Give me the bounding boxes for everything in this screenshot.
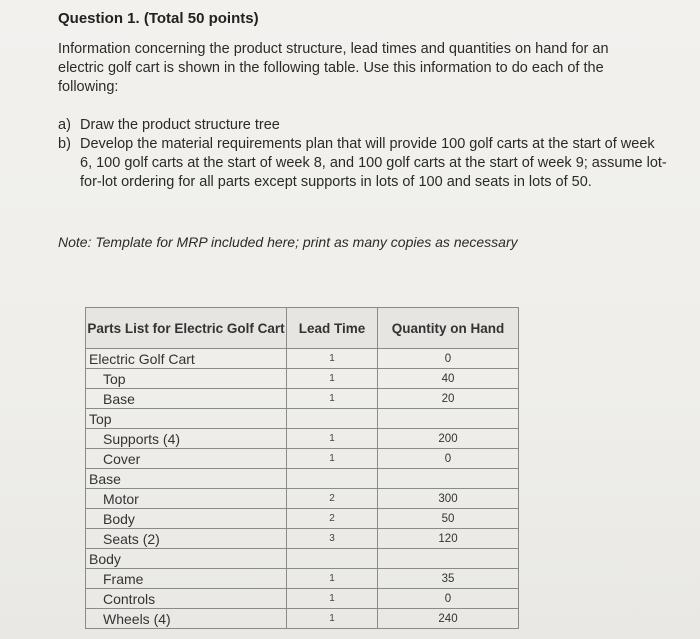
quantity-cell: 200: [378, 429, 519, 449]
table-row: [86, 389, 519, 409]
part-name-cell: Base: [86, 469, 287, 489]
quantity-cell: 0: [378, 349, 519, 369]
parts-table-body: [86, 349, 519, 629]
header-parts-list: Parts List for Electric Golf Cart: [86, 308, 287, 349]
part-name-cell: Top: [86, 409, 287, 429]
task-list: [58, 116, 668, 192]
part-name-cell: Body: [86, 549, 287, 569]
quantity-cell: 300: [378, 489, 519, 509]
template-note: Note: Template for MRP included here; print as many copies as necessary: [58, 234, 518, 250]
part-name-cell: Wheels (4): [86, 609, 287, 629]
question-intro: Information concerning the product structure, lead times and quantities on hand for an electric golf cart is shown in the following table. Use this information to do each of the following:: [58, 41, 609, 95]
quantity-cell: 0: [378, 589, 519, 609]
quantity-cell: 50: [378, 509, 519, 529]
parts-table: [85, 307, 519, 629]
part-name-cell: Frame: [86, 569, 287, 589]
lead-time-cell: 2: [287, 509, 378, 529]
table-row: [86, 569, 519, 589]
part-name-cell: Cover: [86, 449, 287, 469]
quantity-cell: 120: [378, 529, 519, 549]
lead-time-cell: 1: [287, 349, 378, 369]
header-quantity-on-hand: Quantity on Hand: [378, 308, 519, 349]
part-name-cell: Supports (4): [86, 429, 287, 449]
table-row: [86, 489, 519, 509]
quantity-cell: [378, 469, 519, 489]
part-name-cell: Motor: [86, 489, 287, 509]
table-row: [86, 409, 519, 429]
part-name-cell: Electric Golf Cart: [86, 349, 287, 369]
table-row: [86, 349, 519, 369]
table-row: [86, 369, 519, 389]
table-row: [86, 609, 519, 629]
quantity-cell: 35: [378, 569, 519, 589]
table-row: [86, 529, 519, 549]
lead-time-cell: [287, 469, 378, 489]
part-name-cell: Body: [86, 509, 287, 529]
table-header-row: [86, 308, 519, 349]
lead-time-cell: 1: [287, 369, 378, 389]
lead-time-cell: [287, 409, 378, 429]
quantity-cell: 40: [378, 369, 519, 389]
quantity-cell: 20: [378, 389, 519, 409]
table-row: [86, 449, 519, 469]
part-name-cell: Top: [86, 369, 287, 389]
part-name-cell: Base: [86, 389, 287, 409]
quantity-cell: [378, 549, 519, 569]
task-text: Develop the material requirements plan that will provide 100 golf carts at the start of week 6, 100 golf carts at the start of week 8, and 100 golf carts at the start of week 9; assume lot-for-lot ordering for all parts except supports in lots of 100 and seats in lots of 50.: [80, 136, 667, 190]
question-title: Question 1. (Total 50 points): [58, 10, 259, 27]
part-name-cell: Controls: [86, 589, 287, 609]
table-row: [86, 589, 519, 609]
task-item: [58, 116, 668, 135]
table-row: [86, 509, 519, 529]
lead-time-cell: 2: [287, 489, 378, 509]
lead-time-cell: 1: [287, 589, 378, 609]
lead-time-cell: 1: [287, 569, 378, 589]
lead-time-cell: [287, 549, 378, 569]
quantity-cell: 0: [378, 449, 519, 469]
header-lead-time: Lead Time: [287, 308, 378, 349]
lead-time-cell: 1: [287, 449, 378, 469]
table-row: [86, 549, 519, 569]
lead-time-cell: 1: [287, 389, 378, 409]
part-name-cell: Seats (2): [86, 529, 287, 549]
quantity-cell: 240: [378, 609, 519, 629]
task-marker: a): [58, 117, 71, 133]
task-marker: b): [58, 136, 71, 152]
lead-time-cell: 1: [287, 609, 378, 629]
task-item: [58, 135, 668, 192]
quantity-cell: [378, 409, 519, 429]
table-row: [86, 469, 519, 489]
table-row: [86, 429, 519, 449]
task-text: Draw the product structure tree: [80, 117, 280, 133]
lead-time-cell: 3: [287, 529, 378, 549]
lead-time-cell: 1: [287, 429, 378, 449]
